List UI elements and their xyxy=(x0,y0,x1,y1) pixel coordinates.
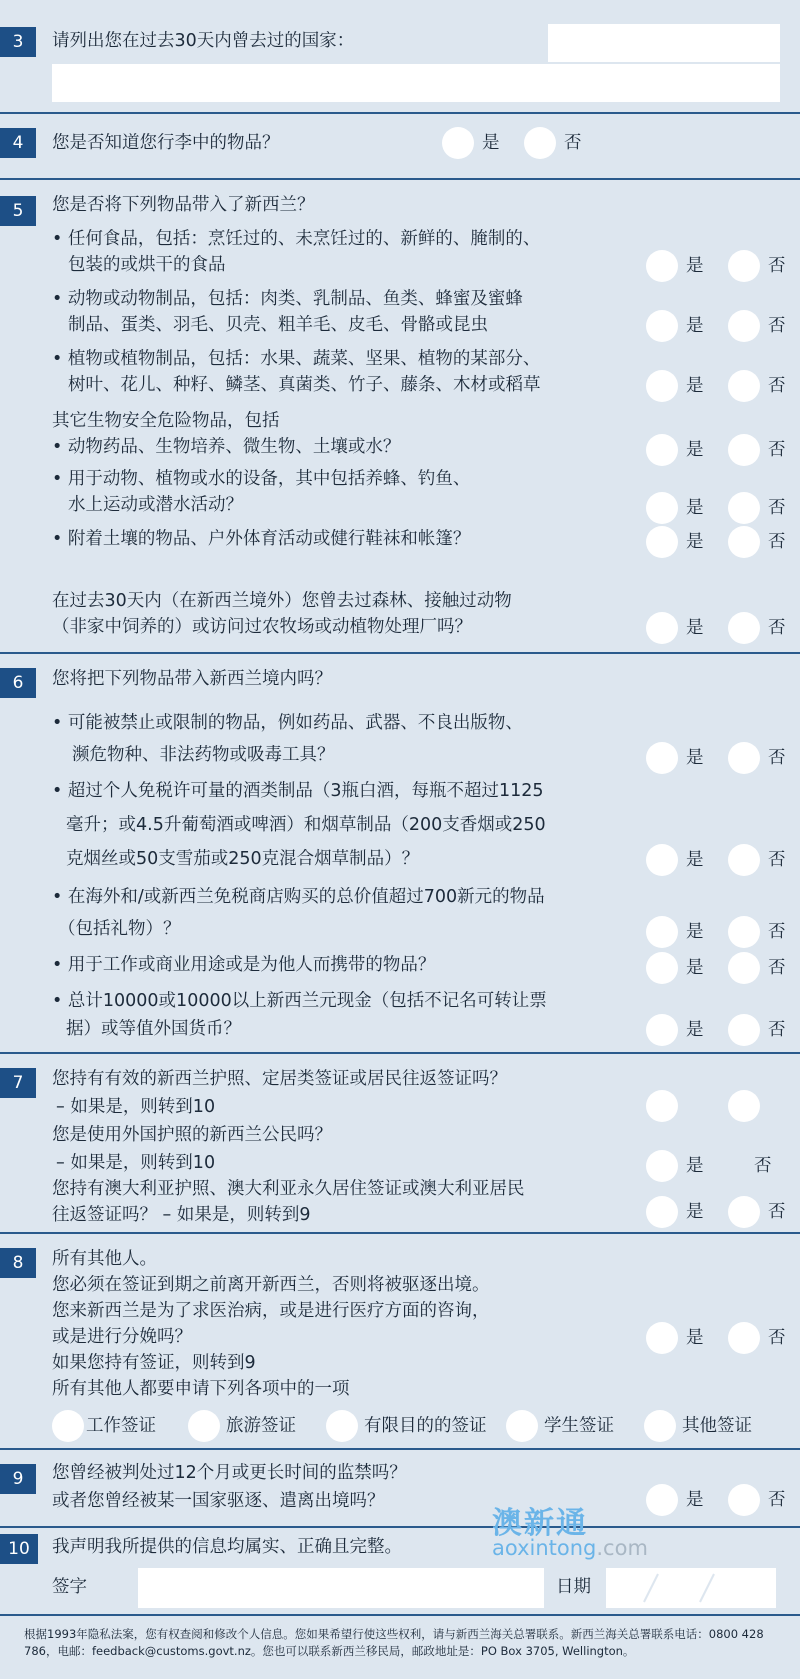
no-label: 否 xyxy=(768,440,786,460)
answer-group xyxy=(646,250,798,282)
no-label: 否 xyxy=(768,958,786,978)
q6-dutyfree-line2: （包括礼物）？ xyxy=(58,919,181,939)
no-radio[interactable] xyxy=(728,434,760,466)
yes-label: 是 xyxy=(482,133,500,153)
no-label: 否 xyxy=(768,498,786,518)
no-radio[interactable] xyxy=(524,127,556,159)
date-field[interactable] xyxy=(606,1568,776,1608)
yes-radio[interactable] xyxy=(646,742,678,774)
yes-label: 是 xyxy=(686,376,704,396)
section-number: 7 xyxy=(0,1068,36,1098)
visitor-visa-label: 旅游签证 xyxy=(226,1416,296,1436)
yes-radio[interactable] xyxy=(646,1014,678,1046)
yes-label: 是 xyxy=(686,316,704,336)
q6-prohibited-line1: • 可能被禁止或限制的物品，例如药品、武器、不良出版物、 xyxy=(52,713,523,733)
yes-label: 是 xyxy=(686,498,704,518)
q6-heading: 您将把下列物品带入新西兰境内吗？ xyxy=(52,669,332,689)
watermark-dot: .com xyxy=(596,1536,648,1560)
student-visa-radio[interactable] xyxy=(506,1410,538,1442)
yes-radio[interactable] xyxy=(646,1322,678,1354)
answer-group xyxy=(646,310,798,342)
yes-label: 是 xyxy=(686,1490,704,1510)
answer-group xyxy=(646,1196,798,1228)
answer-group xyxy=(442,127,594,159)
work-visa-label: 工作签证 xyxy=(86,1416,156,1436)
no-label: 否 xyxy=(768,748,786,768)
q6-alcohol-line3: 克烟丝或50支雪茄或250克混合烟草制品）？ xyxy=(66,849,420,869)
no-label: 否 xyxy=(768,850,786,870)
no-radio[interactable] xyxy=(728,526,760,558)
declaration-text: 我声明我所提供的信息均属实、正确且完整。 xyxy=(52,1537,402,1557)
answer-group xyxy=(646,612,798,644)
q6-cash-line1: • 总计10000或10000以上新西兰元现金（包括不记名可转让票 xyxy=(52,991,547,1011)
no-radio[interactable] xyxy=(728,916,760,948)
section-number: 10 xyxy=(0,1534,38,1564)
answer-group xyxy=(646,1150,798,1182)
no-radio[interactable] xyxy=(728,1484,760,1516)
q5-medicine: • 动物药品、生物培养、微生物、土壤或水？ xyxy=(52,437,401,457)
answer-group xyxy=(646,492,798,524)
q7-aus-line2: 往返签证吗？ – 如果是，则转到9 xyxy=(52,1205,311,1225)
answer-group xyxy=(646,370,798,402)
yes-radio[interactable] xyxy=(646,844,678,876)
limited-purpose-visa-radio[interactable] xyxy=(326,1410,358,1442)
yes-radio[interactable] xyxy=(646,310,678,342)
privacy-footer: 根据1993年隐私法案，您有权查阅和修改个人信息。您如果希望行使这些权利，请与新西兰海关总署联系。新西兰海关总署联系电话：0800 428 786，电邮：feedback@customs.govt.nz。您也可以联系新西兰移民局，邮政地址是：PO Box 3705, Wellington。 xyxy=(24,1627,764,1658)
question-luggage: 您是否知道您行李中的物品？ xyxy=(52,133,280,153)
q8-line6: 所有其他人都要申请下列各项中的一项 xyxy=(52,1379,350,1399)
yes-radio[interactable] xyxy=(646,1150,678,1182)
countries-input-2[interactable] xyxy=(52,64,780,102)
section-number: 8 xyxy=(0,1248,36,1278)
q5-food-line2: 包装的或烘干的食品 xyxy=(68,255,226,275)
student-visa-label: 学生签证 xyxy=(544,1416,614,1436)
q5-animal-line1: • 动物或动物制品，包括：肉类、乳制品、鱼类、蜂蜜及蜜蜂 xyxy=(52,289,523,309)
yes-radio[interactable] xyxy=(646,916,678,948)
yes-label: 是 xyxy=(686,532,704,552)
watermark-en-text: aoxintong xyxy=(492,1536,597,1560)
visitor-visa-radio[interactable] xyxy=(188,1410,220,1442)
q5-plant-line2: 树叶、花儿、种籽、鳞茎、真菌类、竹子、藤条、木材或稻草 xyxy=(68,375,541,395)
no-radio[interactable] xyxy=(728,844,760,876)
q7-aus-line1: 您持有澳大利亚护照、澳大利亚永久居住签证或澳大利亚居民 xyxy=(52,1179,525,1199)
no-label: 否 xyxy=(768,1020,786,1040)
yes-label: 是 xyxy=(686,1328,704,1348)
no-label: 否 xyxy=(768,618,786,638)
q6-prohibited-line2: 濒危物种、非法药物或吸毒工具？ xyxy=(72,745,335,765)
no-radio[interactable] xyxy=(728,1196,760,1228)
signature-label: 签字 xyxy=(52,1577,87,1597)
q5-plant-line1: • 植物或植物制品，包括：水果、蔬菜、坚果、植物的某部分、 xyxy=(52,349,541,369)
question-countries: 请列出您在过去30天内曾去过的国家： xyxy=(52,31,355,51)
q5-forest-line2: （非家中饲养的）或访问过农牧场或动植物处理厂吗？ xyxy=(52,617,472,637)
q5-food-line1: • 任何食品，包括：烹饪过的、未烹饪过的、新鲜的、腌制的、 xyxy=(52,229,541,249)
q7-passport: 您持有有效的新西兰护照、定居类签证或居民往返签证吗？ xyxy=(52,1069,507,1089)
section-number: 5 xyxy=(0,196,36,226)
section-5 xyxy=(0,180,800,654)
q6-alcohol-line1: • 超过个人免税许可量的酒类制品（3瓶白酒，每瓶不超过1125 xyxy=(52,781,544,801)
q9-line1: 您曾经被判处过12个月或更长时间的监禁吗？ xyxy=(52,1463,407,1483)
yes-label: 是 xyxy=(686,256,704,276)
q8-line2: 您必须在签证到期之前离开新西兰，否则将被驱逐出境。 xyxy=(52,1275,490,1295)
section-7 xyxy=(0,1054,800,1234)
no-radio[interactable] xyxy=(728,742,760,774)
q8-line4: 或是进行分娩吗？ xyxy=(52,1327,192,1347)
no-radio[interactable] xyxy=(728,370,760,402)
section-number: 3 xyxy=(0,27,36,57)
section-6 xyxy=(0,654,800,1054)
q8-line3: 您来新西兰是为了求医治病，或是进行医疗方面的咨询， xyxy=(52,1301,490,1321)
q5-forest-line1: 在过去30天内（在新西兰境外）您曾去过森林、接触过动物 xyxy=(52,591,512,611)
no-label: 否 xyxy=(564,133,582,153)
no-label: 否 xyxy=(768,1328,786,1348)
no-label: 否 xyxy=(768,256,786,276)
limited-purpose-visa-label: 有限目的的签证 xyxy=(364,1416,487,1436)
answer-group xyxy=(646,434,798,466)
q9-line2: 或者您曾经被某一国家驱逐、遣离出境吗？ xyxy=(52,1491,385,1511)
no-label: 否 xyxy=(768,316,786,336)
no-radio[interactable] xyxy=(728,1090,760,1122)
date-separators xyxy=(606,1568,776,1608)
q6-dutyfree-line1: • 在海外和/或新西兰免税商店购买的总价值超过700新元的物品 xyxy=(52,887,545,907)
q7-citizen: 您是使用外国护照的新西兰公民吗？ xyxy=(52,1125,332,1145)
q5-equipment-line2: 水上运动或潜水活动？ xyxy=(68,495,243,515)
q6-cash-line2: 据）或等值外国货币？ xyxy=(66,1019,241,1039)
section-3 xyxy=(0,0,800,114)
q6-alcohol-line2: 毫升；或4.5升葡萄酒或啤酒）和烟草制品（200支香烟或250 xyxy=(66,815,546,835)
answer-group xyxy=(646,1322,798,1354)
date-label: 日期 xyxy=(556,1577,591,1597)
no-label: 否 xyxy=(768,532,786,552)
q7-goto10-a: – 如果是，则转到10 xyxy=(56,1097,216,1117)
no-radio[interactable] xyxy=(728,612,760,644)
answer-group xyxy=(646,742,798,774)
yes-radio[interactable] xyxy=(646,526,678,558)
section-number: 9 xyxy=(0,1464,36,1494)
no-label: 否 xyxy=(754,1156,772,1176)
no-label: 否 xyxy=(768,1490,786,1510)
q8-line1: 所有其他人。 xyxy=(52,1249,157,1269)
q5-animal-line2: 制品、蛋类、羽毛、贝壳、粗羊毛、皮毛、骨骼或昆虫 xyxy=(68,315,488,335)
answer-group xyxy=(646,1090,798,1122)
no-radio[interactable] xyxy=(728,492,760,524)
no-radio[interactable] xyxy=(728,310,760,342)
q5-equipment-line1: • 用于动物、植物或水的设备，其中包括养蜂、钓鱼、 xyxy=(52,469,471,489)
section-8 xyxy=(0,1234,800,1450)
yes-radio[interactable] xyxy=(646,492,678,524)
yes-radio[interactable] xyxy=(646,250,678,282)
yes-label: 是 xyxy=(686,748,704,768)
no-radio[interactable] xyxy=(728,1014,760,1046)
signature-field[interactable] xyxy=(138,1568,544,1608)
yes-label: 是 xyxy=(686,1202,704,1222)
other-visa-label: 其他签证 xyxy=(682,1416,752,1436)
watermark-logo xyxy=(492,1498,682,1568)
no-radio[interactable] xyxy=(728,952,760,984)
yes-label: 是 xyxy=(686,850,704,870)
section-number: 6 xyxy=(0,668,36,698)
yes-radio[interactable] xyxy=(646,1196,678,1228)
yes-radio[interactable] xyxy=(646,612,678,644)
section-number: 4 xyxy=(0,128,36,158)
yes-radio[interactable] xyxy=(646,1090,678,1122)
watermark-en xyxy=(492,1536,648,1560)
q6-business: • 用于工作或商业用途或是为他人而携带的物品？ xyxy=(52,955,436,975)
answer-group xyxy=(646,952,798,984)
watermark-cn: 澳新通 xyxy=(492,1506,588,1541)
yes-label: 是 xyxy=(686,1020,704,1040)
q5-other-heading: 其它生物安全危险物品，包括 xyxy=(52,411,280,431)
no-radio[interactable] xyxy=(728,1322,760,1354)
other-visa-radio[interactable] xyxy=(644,1410,676,1442)
q7-goto10-b: – 如果是，则转到10 xyxy=(56,1153,216,1173)
q8-line5: 如果您持有签证，则转到9 xyxy=(52,1353,256,1373)
no-label: 否 xyxy=(768,922,786,942)
answer-group xyxy=(646,1014,798,1046)
q5-heading: 您是否将下列物品带入了新西兰？ xyxy=(52,195,315,215)
yes-label: 是 xyxy=(686,440,704,460)
yes-radio[interactable] xyxy=(442,127,474,159)
no-radio[interactable] xyxy=(728,250,760,282)
yes-label: 是 xyxy=(686,958,704,978)
no-label: 否 xyxy=(768,1202,786,1222)
answer-group xyxy=(646,844,798,876)
work-visa-radio[interactable] xyxy=(52,1410,84,1442)
yes-label: 是 xyxy=(686,1156,704,1176)
q5-soil: • 附着土壤的物品、户外体育活动或健行鞋袜和帐篷？ xyxy=(52,529,471,549)
yes-radio[interactable] xyxy=(646,434,678,466)
yes-label: 是 xyxy=(686,922,704,942)
yes-radio[interactable] xyxy=(646,952,678,984)
no-label: 否 xyxy=(768,376,786,396)
answer-group xyxy=(646,526,798,558)
yes-radio[interactable] xyxy=(646,370,678,402)
countries-input-1[interactable] xyxy=(548,24,780,62)
section-4 xyxy=(0,114,800,180)
yes-label: 是 xyxy=(686,618,704,638)
answer-group xyxy=(646,916,798,948)
